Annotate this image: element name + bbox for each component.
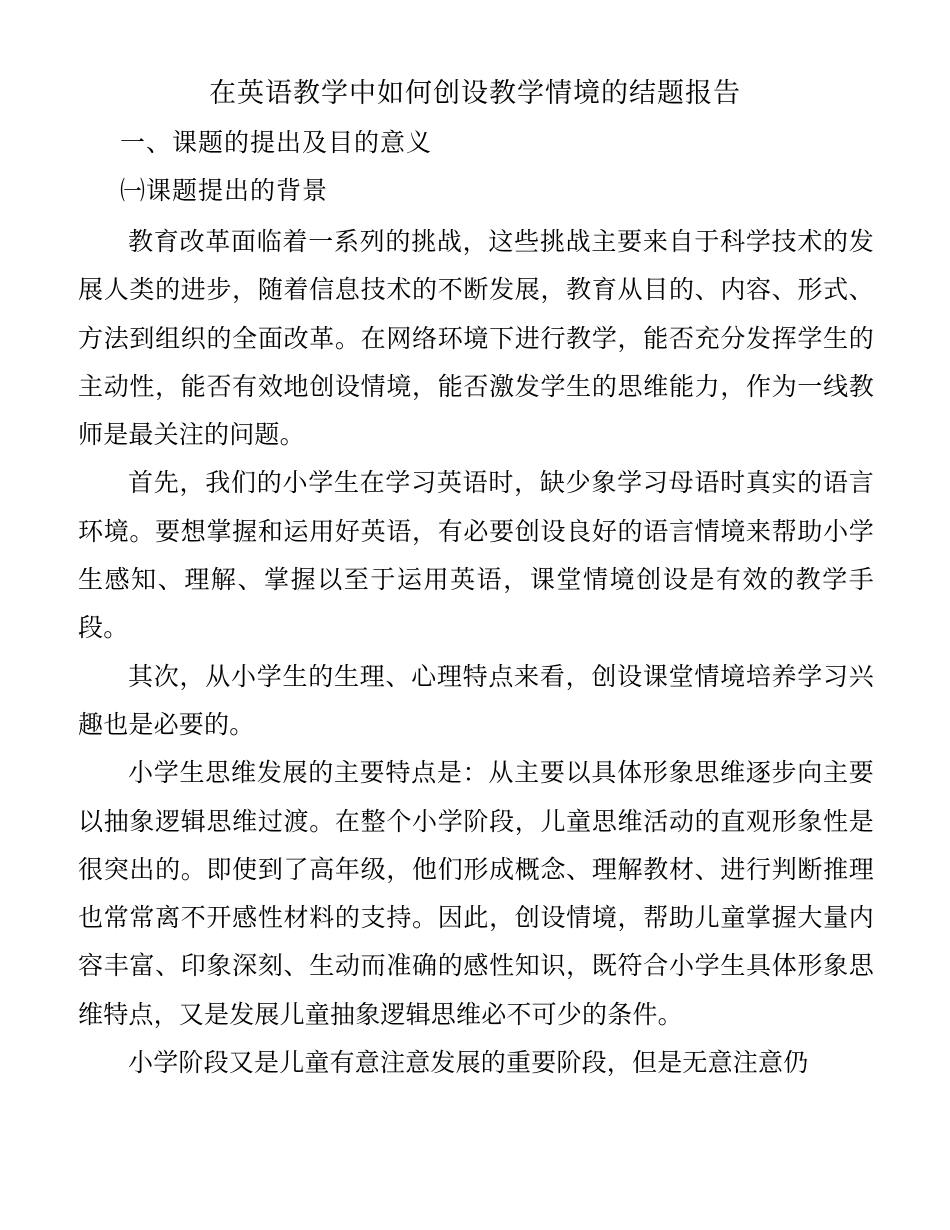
subsection-heading: ㈠课题提出的背景: [120, 176, 329, 205]
paragraph-physiology: 其次，从小学生的生理、心理特点来看，创设课堂情境培养学习兴趣也是必要的。: [78, 661, 874, 739]
paragraph-thinking-development: 小学生思维发展的主要特点是：从主要以具体形象思维逐步向主要以抽象逻辑思维过渡。在整个小学阶段，儿童思维活动的直观形象性是很突出的。即使到了高年级，他们形成概念、理解教材、进行判断推理也常常离不开感性材料的支持。因此，创设情境，帮助儿童掌握大量内容丰富、印象深刻、生动而准确的感性知识，既符合小学生具体形象思维特点，又是发展儿童抽象逻辑思维必不可少的条件。: [78, 758, 874, 1029]
document-title: 在英语教学中如何创设教学情境的结题报告: [209, 78, 741, 109]
paragraph-attention: 小学阶段又是儿童有意注意发展的重要阶段，但是无意注意仍: [128, 1048, 809, 1078]
paragraph-language-environment: 首先，我们的小学生在学习英语时，缺少象学习母语时真实的语言环境。要想掌握和运用好英语，有必要创设良好的语言情境来帮助小学生感知、理解、掌握以至于运用英语，课堂情境创设是有效的教学手段。: [78, 468, 874, 643]
document-body: [78, 218, 874, 1087]
section-heading: 一、课题的提出及目的意义: [120, 128, 433, 157]
paragraph-background: 教育改革面临着一系列的挑战，这些挑战主要来自于科学技术的发展人类的进步，随着信息技术的不断发展，教育从目的、内容、形式、方法到组织的全面改革。在网络环境下进行教学，能否充分发挥学生的主动性，能否有效地创设情境，能否激发学生的思维能力，作为一线教师是最关注的问题。: [78, 227, 874, 450]
